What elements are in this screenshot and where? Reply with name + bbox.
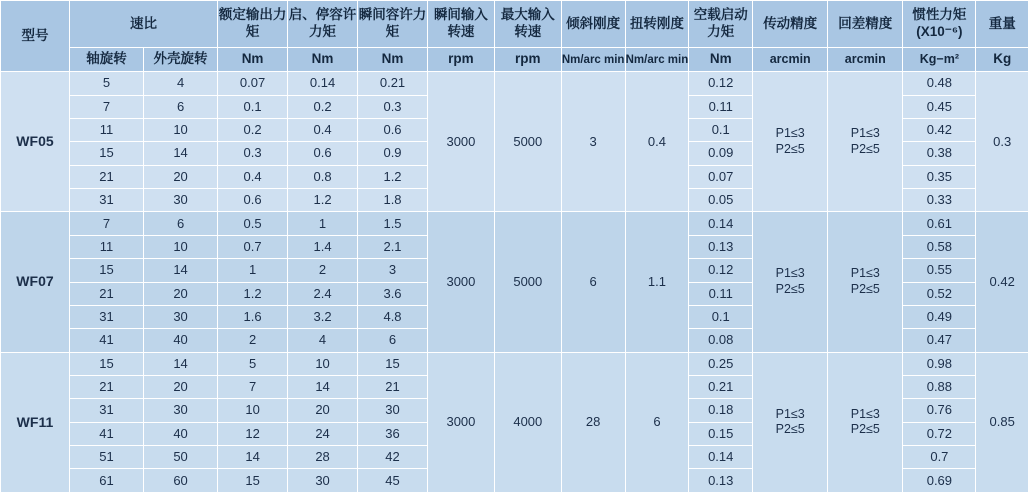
header-rated-output-torque: 额定输出力矩 (218, 1, 288, 48)
header-backlash-accuracy: 回差精度 (828, 1, 903, 48)
rated-torque-cell: 0.07 (218, 72, 288, 95)
inertia-torque-cell: 0.69 (903, 469, 976, 493)
transmission-accuracy-cell (753, 72, 828, 212)
rated-torque-cell: 0.4 (218, 165, 288, 188)
no-load-torque-cell: 0.08 (689, 329, 753, 352)
ratio-shaft-cell: 51 (69, 446, 143, 469)
inertia-torque-cell: 0.52 (903, 282, 976, 305)
weight-cell: 0.42 (976, 212, 1029, 352)
inertia-torque-cell: 0.76 (903, 399, 976, 422)
unit-weight: Kg (976, 48, 1029, 72)
unit-rated-output-torque: Nm (218, 48, 288, 72)
no-load-torque-cell: 0.13 (689, 235, 753, 258)
instant-input-speed-cell: 3000 (428, 72, 495, 212)
ratio-shaft-cell: 15 (69, 352, 143, 375)
no-load-torque-cell: 0.25 (689, 352, 753, 375)
rated-torque-cell: 0.6 (218, 189, 288, 212)
instant-input-speed-cell: 3000 (428, 212, 495, 352)
header-tilting-rigidity: 倾斜刚度 (561, 1, 625, 48)
ratio-shaft-cell: 31 (69, 189, 143, 212)
inertia-torque-cell: 0.61 (903, 212, 976, 235)
header-weight: 重量 (976, 1, 1029, 48)
max-input-speed-cell: 5000 (494, 72, 561, 212)
ratio-housing-cell: 60 (144, 469, 218, 493)
unit-transmission-accuracy: arcmin (753, 48, 828, 72)
ratio-shaft-cell: 21 (69, 375, 143, 398)
header-no-load-start-torque: 空载启动力矩 (689, 1, 753, 48)
ratio-shaft-cell: 31 (69, 399, 143, 422)
rated-torque-cell: 15 (218, 469, 288, 493)
ratio-shaft-cell: 61 (69, 469, 143, 493)
inertia-torque-cell: 0.33 (903, 189, 976, 212)
inertia-torque-cell: 0.49 (903, 305, 976, 328)
no-load-torque-cell: 0.21 (689, 375, 753, 398)
header-model: 型号 (1, 1, 70, 72)
inertia-torque-cell: 0.45 (903, 95, 976, 118)
no-load-torque-cell: 0.09 (689, 142, 753, 165)
rated-torque-cell: 0.7 (218, 235, 288, 258)
accuracy-line: P1≤3 (775, 406, 805, 421)
start-stop-torque-cell: 24 (288, 422, 358, 445)
no-load-torque-cell: 0.1 (689, 305, 753, 328)
instant-torque-cell: 1.2 (358, 165, 428, 188)
ratio-housing-cell: 6 (144, 212, 218, 235)
ratio-shaft-cell: 21 (69, 282, 143, 305)
header-max-input-speed: 最大输入转速 (494, 1, 561, 48)
unit-inertia-torque: Kg−m² (903, 48, 976, 72)
accuracy-line: P1≤3 (850, 266, 880, 281)
accuracy-line: P2≤5 (850, 422, 880, 437)
header-instant-torque: 瞬间容许力矩 (358, 1, 428, 48)
table-row (1, 72, 1029, 95)
start-stop-torque-cell: 28 (288, 446, 358, 469)
header-ratio-housing: 外壳旋转 (144, 48, 218, 72)
ratio-shaft-cell: 11 (69, 119, 143, 142)
instant-torque-cell: 0.21 (358, 72, 428, 95)
no-load-torque-cell: 0.14 (689, 212, 753, 235)
transmission-accuracy-cell (753, 212, 828, 352)
ratio-shaft-cell: 41 (69, 422, 143, 445)
ratio-housing-cell: 20 (144, 165, 218, 188)
transmission-accuracy-cell (753, 352, 828, 492)
ratio-housing-cell: 14 (144, 142, 218, 165)
start-stop-torque-cell: 0.4 (288, 119, 358, 142)
instant-torque-cell: 15 (358, 352, 428, 375)
ratio-shaft-cell: 7 (69, 95, 143, 118)
start-stop-torque-cell: 1 (288, 212, 358, 235)
start-stop-torque-cell: 20 (288, 399, 358, 422)
no-load-torque-cell: 0.15 (689, 422, 753, 445)
weight-cell: 0.3 (976, 72, 1029, 212)
start-stop-torque-cell: 0.6 (288, 142, 358, 165)
backlash-accuracy-cell (828, 212, 903, 352)
inertia-torque-cell: 0.42 (903, 119, 976, 142)
rated-torque-cell: 5 (218, 352, 288, 375)
backlash-accuracy-cell (828, 72, 903, 212)
model-cell: WF07 (1, 212, 70, 352)
instant-torque-cell: 30 (358, 399, 428, 422)
accuracy-line: P2≤5 (775, 141, 805, 156)
rated-torque-cell: 7 (218, 375, 288, 398)
accuracy-line: P2≤5 (775, 282, 805, 297)
ratio-shaft-cell: 5 (69, 72, 143, 95)
instant-torque-cell: 2.1 (358, 235, 428, 258)
accuracy-line: P2≤5 (850, 141, 880, 156)
ratio-shaft-cell: 15 (69, 259, 143, 282)
ratio-housing-cell: 14 (144, 259, 218, 282)
ratio-housing-cell: 40 (144, 422, 218, 445)
accuracy-line: P1≤3 (775, 126, 805, 141)
ratio-shaft-cell: 41 (69, 329, 143, 352)
start-stop-torque-cell: 1.4 (288, 235, 358, 258)
instant-torque-cell: 21 (358, 375, 428, 398)
start-stop-torque-cell: 3.2 (288, 305, 358, 328)
rated-torque-cell: 0.1 (218, 95, 288, 118)
inertia-torque-cell: 0.35 (903, 165, 976, 188)
tilting-rigidity-cell: 3 (561, 72, 625, 212)
start-stop-torque-cell: 10 (288, 352, 358, 375)
rated-torque-cell: 1.6 (218, 305, 288, 328)
instant-torque-cell: 0.6 (358, 119, 428, 142)
instant-input-speed-cell: 3000 (428, 352, 495, 492)
start-stop-torque-cell: 0.2 (288, 95, 358, 118)
instant-torque-cell: 3.6 (358, 282, 428, 305)
accuracy-line: P1≤3 (850, 126, 880, 141)
no-load-torque-cell: 0.11 (689, 282, 753, 305)
rated-torque-cell: 0.3 (218, 142, 288, 165)
header-inertia-torque: 惯性力矩(X10⁻⁶) (903, 1, 976, 48)
inertia-torque-cell: 0.38 (903, 142, 976, 165)
ratio-shaft-cell: 21 (69, 165, 143, 188)
no-load-torque-cell: 0.13 (689, 469, 753, 493)
rated-torque-cell: 10 (218, 399, 288, 422)
rated-torque-cell: 12 (218, 422, 288, 445)
unit-instant-input-speed: rpm (428, 48, 495, 72)
no-load-torque-cell: 0.07 (689, 165, 753, 188)
header-start-stop-torque: 启、停容许力矩 (288, 1, 358, 48)
ratio-shaft-cell: 31 (69, 305, 143, 328)
unit-torsional-rigidity: Nm/arc min (625, 48, 689, 72)
start-stop-torque-cell: 2.4 (288, 282, 358, 305)
header-transmission-accuracy: 传动精度 (753, 1, 828, 48)
unit-start-stop-torque: Nm (288, 48, 358, 72)
inertia-torque-cell: 0.72 (903, 422, 976, 445)
no-load-torque-cell: 0.12 (689, 259, 753, 282)
inertia-torque-cell: 0.55 (903, 259, 976, 282)
start-stop-torque-cell: 30 (288, 469, 358, 493)
header-row-titles (1, 1, 1029, 48)
accuracy-line: P2≤5 (850, 282, 880, 297)
start-stop-torque-cell: 14 (288, 375, 358, 398)
no-load-torque-cell: 0.14 (689, 446, 753, 469)
ratio-housing-cell: 30 (144, 305, 218, 328)
instant-torque-cell: 0.3 (358, 95, 428, 118)
instant-torque-cell: 45 (358, 469, 428, 493)
rated-torque-cell: 0.2 (218, 119, 288, 142)
header-torsional-rigidity: 扭转刚度 (625, 1, 689, 48)
model-cell: WF05 (1, 72, 70, 212)
backlash-accuracy-cell (828, 352, 903, 492)
accuracy-line: P1≤3 (850, 406, 880, 421)
unit-instant-torque: Nm (358, 48, 428, 72)
rated-torque-cell: 2 (218, 329, 288, 352)
ratio-shaft-cell: 15 (69, 142, 143, 165)
no-load-torque-cell: 0.1 (689, 119, 753, 142)
instant-torque-cell: 1.8 (358, 189, 428, 212)
no-load-torque-cell: 0.12 (689, 72, 753, 95)
torsional-rigidity-cell: 6 (625, 352, 689, 492)
start-stop-torque-cell: 2 (288, 259, 358, 282)
max-input-speed-cell: 5000 (494, 212, 561, 352)
ratio-housing-cell: 6 (144, 95, 218, 118)
ratio-housing-cell: 20 (144, 375, 218, 398)
torsional-rigidity-cell: 0.4 (625, 72, 689, 212)
inertia-torque-cell: 0.98 (903, 352, 976, 375)
rated-torque-cell: 1 (218, 259, 288, 282)
ratio-housing-cell: 40 (144, 329, 218, 352)
rated-torque-cell: 0.5 (218, 212, 288, 235)
inertia-torque-cell: 0.48 (903, 72, 976, 95)
header-ratio-shaft: 轴旋转 (69, 48, 143, 72)
no-load-torque-cell: 0.11 (689, 95, 753, 118)
ratio-shaft-cell: 11 (69, 235, 143, 258)
tilting-rigidity-cell: 28 (561, 352, 625, 492)
rated-torque-cell: 1.2 (218, 282, 288, 305)
unit-no-load-start-torque: Nm (689, 48, 753, 72)
no-load-torque-cell: 0.18 (689, 399, 753, 422)
model-cell: WF11 (1, 352, 70, 492)
unit-backlash-accuracy: arcmin (828, 48, 903, 72)
inertia-torque-cell: 0.7 (903, 446, 976, 469)
ratio-housing-cell: 4 (144, 72, 218, 95)
start-stop-torque-cell: 0.14 (288, 72, 358, 95)
instant-torque-cell: 36 (358, 422, 428, 445)
max-input-speed-cell: 4000 (494, 352, 561, 492)
ratio-housing-cell: 50 (144, 446, 218, 469)
instant-torque-cell: 3 (358, 259, 428, 282)
ratio-housing-cell: 20 (144, 282, 218, 305)
accuracy-line: P2≤5 (775, 422, 805, 437)
inertia-torque-cell: 0.47 (903, 329, 976, 352)
rated-torque-cell: 14 (218, 446, 288, 469)
instant-torque-cell: 0.9 (358, 142, 428, 165)
instant-torque-cell: 4.8 (358, 305, 428, 328)
ratio-housing-cell: 30 (144, 399, 218, 422)
ratio-housing-cell: 14 (144, 352, 218, 375)
instant-torque-cell: 42 (358, 446, 428, 469)
unit-tilting-rigidity: Nm/arc min (561, 48, 625, 72)
header-ratio-group: 速比 (69, 1, 217, 48)
table-row (1, 212, 1029, 235)
ratio-housing-cell: 30 (144, 189, 218, 212)
header-row-units (1, 48, 1029, 72)
start-stop-torque-cell: 1.2 (288, 189, 358, 212)
torsional-rigidity-cell: 1.1 (625, 212, 689, 352)
ratio-housing-cell: 10 (144, 235, 218, 258)
table-row (1, 352, 1029, 375)
header-instant-input-speed: 瞬间输入转速 (428, 1, 495, 48)
unit-max-input-speed: rpm (494, 48, 561, 72)
no-load-torque-cell: 0.05 (689, 189, 753, 212)
start-stop-torque-cell: 4 (288, 329, 358, 352)
instant-torque-cell: 6 (358, 329, 428, 352)
tilting-rigidity-cell: 6 (561, 212, 625, 352)
start-stop-torque-cell: 0.8 (288, 165, 358, 188)
accuracy-line: P1≤3 (775, 266, 805, 281)
ratio-housing-cell: 10 (144, 119, 218, 142)
inertia-torque-cell: 0.58 (903, 235, 976, 258)
ratio-shaft-cell: 7 (69, 212, 143, 235)
weight-cell: 0.85 (976, 352, 1029, 492)
inertia-torque-cell: 0.88 (903, 375, 976, 398)
instant-torque-cell: 1.5 (358, 212, 428, 235)
